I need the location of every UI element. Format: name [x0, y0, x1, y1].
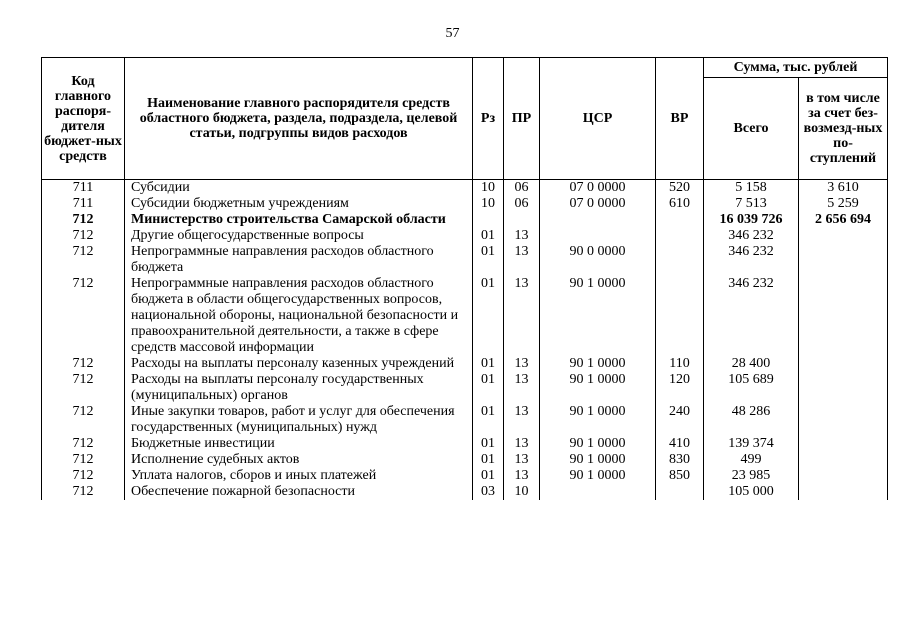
row-name: Субсидии бюджетным учреждениям: [125, 196, 473, 212]
row-pr: 13: [504, 244, 540, 276]
row-csr: [540, 228, 656, 244]
table-row: [42, 484, 888, 500]
row-kod: 712: [42, 468, 125, 484]
header-free: в том числе за счет без-возмезд-ных по-ступлений: [799, 78, 888, 180]
row-csr: 90 1 0000: [540, 404, 656, 436]
row-free: 2 656 694: [799, 212, 888, 228]
row-pr: 13: [504, 404, 540, 436]
row-name: Непрограммные направления расходов областного бюджета: [125, 244, 473, 276]
row-free: [799, 372, 888, 404]
table-row: [42, 404, 888, 436]
row-csr: 90 1 0000: [540, 436, 656, 452]
row-pr: 06: [504, 180, 540, 197]
row-kod: 711: [42, 196, 125, 212]
row-name: Непрограммные направления расходов областного бюджета в области общегосударственных вопросов, национальной обороны, национальной безопасности и правоохранительной деятельности, а также в сфере средств массовой информации: [125, 276, 473, 356]
table-row: [42, 180, 888, 197]
row-free: [799, 452, 888, 468]
row-total: 16 039 726: [704, 212, 799, 228]
header-total: Всего: [704, 78, 799, 180]
row-rz: 01: [473, 228, 504, 244]
row-vr: 520: [656, 180, 704, 197]
row-csr: 07 0 0000: [540, 180, 656, 197]
row-pr: 13: [504, 436, 540, 452]
row-vr: [656, 276, 704, 356]
table-row: [42, 356, 888, 372]
row-name: Расходы на выплаты персоналу государственных (муниципальных) органов: [125, 372, 473, 404]
row-vr: [656, 212, 704, 228]
table-row: [42, 244, 888, 276]
row-vr: 610: [656, 196, 704, 212]
table-header: [42, 58, 888, 180]
row-csr: 90 1 0000: [540, 468, 656, 484]
row-kod: 712: [42, 276, 125, 356]
row-vr: 850: [656, 468, 704, 484]
row-kod: 712: [42, 244, 125, 276]
row-rz: 01: [473, 404, 504, 436]
row-csr: [540, 484, 656, 500]
header-kod: Код главного распоря-дителя бюджет-ных средств: [42, 58, 125, 180]
row-free: [799, 244, 888, 276]
row-csr: 90 1 0000: [540, 452, 656, 468]
row-total: 346 232: [704, 244, 799, 276]
row-vr: 830: [656, 452, 704, 468]
row-total: 7 513: [704, 196, 799, 212]
row-kod: 712: [42, 356, 125, 372]
row-name: Уплата налогов, сборов и иных платежей: [125, 468, 473, 484]
header-pr: ПР: [504, 58, 540, 180]
row-free: [799, 468, 888, 484]
row-total: 105 000: [704, 484, 799, 500]
row-name: Бюджетные инвестиции: [125, 436, 473, 452]
table-row: [42, 452, 888, 468]
row-csr: 07 0 0000: [540, 196, 656, 212]
row-pr: 13: [504, 468, 540, 484]
row-free: [799, 228, 888, 244]
row-pr: 13: [504, 356, 540, 372]
row-free: [799, 404, 888, 436]
header-name: Наименование главного распорядителя средств областного бюджета, раздела, подраздела, целевой статьи, подгруппы видов расходов: [125, 58, 473, 180]
row-rz: 10: [473, 180, 504, 197]
row-rz: [473, 212, 504, 228]
row-total: 346 232: [704, 276, 799, 356]
row-name: Расходы на выплаты персоналу казенных учреждений: [125, 356, 473, 372]
row-csr: [540, 212, 656, 228]
row-vr: [656, 484, 704, 500]
row-free: 3 610: [799, 180, 888, 197]
row-rz: 01: [473, 468, 504, 484]
row-total: 5 158: [704, 180, 799, 197]
row-kod: 712: [42, 372, 125, 404]
row-free: 5 259: [799, 196, 888, 212]
row-vr: [656, 228, 704, 244]
row-csr: 90 1 0000: [540, 356, 656, 372]
row-total: 499: [704, 452, 799, 468]
row-total: 346 232: [704, 228, 799, 244]
page-number: 57: [445, 26, 460, 41]
row-kod: 711: [42, 180, 125, 197]
table-row: [42, 436, 888, 452]
row-name: Другие общегосударственные вопросы: [125, 228, 473, 244]
row-total: 105 689: [704, 372, 799, 404]
table-row: [42, 212, 888, 228]
row-vr: [656, 244, 704, 276]
table-row: [42, 228, 888, 244]
header-csr: ЦСР: [540, 58, 656, 180]
table-body: [42, 180, 888, 501]
row-free: [799, 436, 888, 452]
row-kod: 712: [42, 212, 125, 228]
row-rz: 01: [473, 244, 504, 276]
table-row: [42, 196, 888, 212]
row-free: [799, 484, 888, 500]
row-kod: 712: [42, 452, 125, 468]
row-free: [799, 356, 888, 372]
row-vr: 240: [656, 404, 704, 436]
row-total: 48 286: [704, 404, 799, 436]
row-pr: 13: [504, 276, 540, 356]
row-name: Обеспечение пожарной безопасности: [125, 484, 473, 500]
row-name: Министерство строительства Самарской области: [125, 212, 473, 228]
row-rz: 01: [473, 372, 504, 404]
row-pr: 06: [504, 196, 540, 212]
row-pr: [504, 212, 540, 228]
table-row: [42, 468, 888, 484]
row-total: 139 374: [704, 436, 799, 452]
header-vr: ВР: [656, 58, 704, 180]
table-row: [42, 276, 888, 356]
row-rz: 03: [473, 484, 504, 500]
row-pr: 13: [504, 372, 540, 404]
row-rz: 01: [473, 436, 504, 452]
row-rz: 10: [473, 196, 504, 212]
row-total: 23 985: [704, 468, 799, 484]
header-sum: Сумма, тыс. рублей: [704, 58, 888, 78]
row-total: 28 400: [704, 356, 799, 372]
row-kod: 712: [42, 228, 125, 244]
row-name: Исполнение судебных актов: [125, 452, 473, 468]
row-vr: 120: [656, 372, 704, 404]
budget-table: [41, 57, 888, 500]
row-free: [799, 276, 888, 356]
row-name: Иные закупки товаров, работ и услуг для обеспечения государственных (муниципальных) нужд: [125, 404, 473, 436]
row-csr: 90 0 0000: [540, 244, 656, 276]
row-vr: 410: [656, 436, 704, 452]
row-vr: 110: [656, 356, 704, 372]
row-pr: 10: [504, 484, 540, 500]
row-csr: 90 1 0000: [540, 276, 656, 356]
row-rz: 01: [473, 276, 504, 356]
row-kod: 712: [42, 484, 125, 500]
row-pr: 13: [504, 228, 540, 244]
row-kod: 712: [42, 436, 125, 452]
row-pr: 13: [504, 452, 540, 468]
row-rz: 01: [473, 356, 504, 372]
row-name: Субсидии: [125, 180, 473, 197]
table-row: [42, 372, 888, 404]
row-csr: 90 1 0000: [540, 372, 656, 404]
row-kod: 712: [42, 404, 125, 436]
row-rz: 01: [473, 452, 504, 468]
header-rz: Рз: [473, 58, 504, 180]
